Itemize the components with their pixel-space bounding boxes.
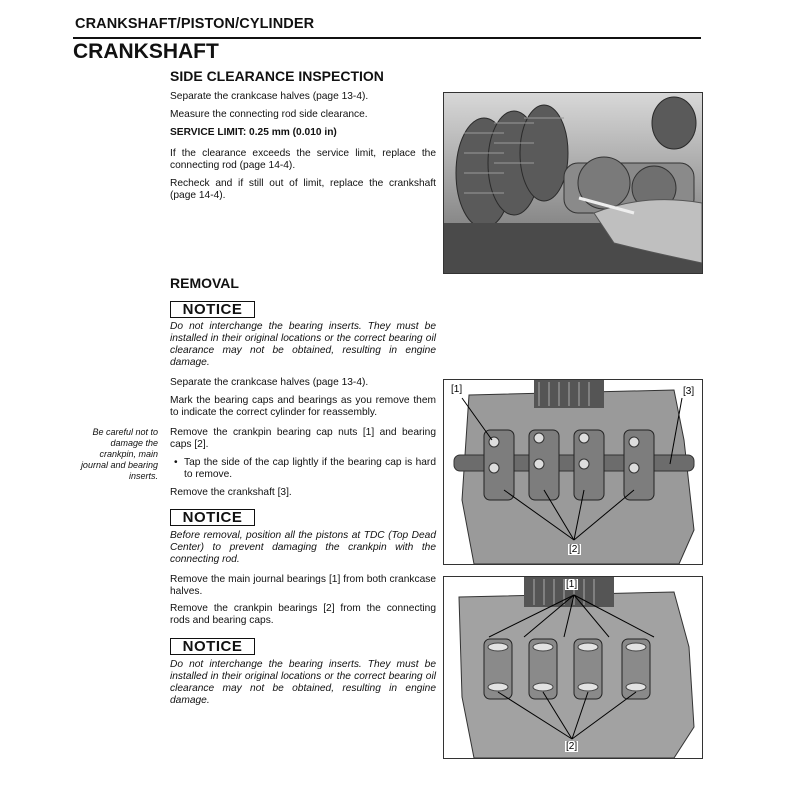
fig2-callout-1: [1] — [451, 384, 463, 395]
side-clearance-step-1: Separate the crankcase halves (page 13-4). — [170, 91, 369, 102]
notice-label: NOTICE — [170, 301, 255, 318]
notice-text-2: Before removal, position all the pistons at TDC (Top Dead Center) to prevent damaging the crankpin with the connecting rod. — [170, 530, 436, 565]
notice-text-3: Do not interchange the bearing inserts. They must be installed in their original locations or the correct bearing oil clearance may not be obtained, resulting in engine damage. — [170, 659, 436, 706]
margin-caution-note: Be careful not to damage the crankpin, main journal and bearing inserts. — [80, 427, 158, 481]
removal-step-2: Mark the bearing caps and bearings as you remove them to indicate the correct cylinder for reassembly. — [170, 395, 436, 418]
service-limit: SERVICE LIMIT: 0.25 mm (0.010 in) — [170, 127, 337, 138]
bullet-text: Tap the side of the cap lightly if the bearing cap is hard to remove. — [184, 457, 436, 480]
fig2-callout-2: [2] — [569, 544, 581, 555]
header-rule — [73, 37, 701, 39]
chapter-title: CRANKSHAFT/PISTON/CYLINDER — [75, 16, 315, 32]
notice-text-1: Do not interchange the bearing inserts. They must be installed in their original locations or the correct bearing oil clearance may not be obtained, resulting in engine damage. — [170, 321, 436, 368]
fig3-callout-1: [1] — [566, 579, 578, 590]
fig2-callout-3: [3] — [683, 386, 695, 397]
side-clearance-photo — [443, 92, 703, 274]
notice-label-2: NOTICE — [170, 509, 255, 526]
bullet-mark: • — [174, 457, 178, 468]
side-clearance-step-2: Measure the connecting rod side clearance. — [170, 109, 368, 120]
notice-label-3: NOTICE — [170, 638, 255, 655]
removal-step-4: Remove the crankshaft [3]. — [170, 487, 292, 498]
bullet-item — [172, 457, 436, 481]
removal-step-1: Separate the crankcase halves (page 13-4). — [170, 377, 369, 388]
removal-step-3: Remove the crankpin bearing cap nuts [1] and bearing caps [2]. — [170, 427, 436, 450]
side-clearance-step-3: If the clearance exceeds the service limit, replace the connecting rod (page 14-4). — [170, 148, 436, 171]
removal-step-6: Remove the crankpin bearings [2] from the connecting rods and bearing caps. — [170, 603, 436, 626]
removal-step-5: Remove the main journal bearings [1] from both crankcase halves. — [170, 574, 436, 597]
side-clearance-step-4: Recheck and if still out of limit, replace the crankshaft (page 14-4). — [170, 178, 436, 201]
side-clearance-heading: SIDE CLEARANCE INSPECTION — [170, 68, 384, 84]
section-title: CRANKSHAFT — [73, 40, 219, 63]
fig3-callout-2: [2] — [566, 741, 578, 752]
crankcase-bearings-photo — [443, 576, 703, 759]
crankcase-caps-photo — [443, 379, 703, 565]
removal-heading: REMOVAL — [170, 275, 239, 291]
